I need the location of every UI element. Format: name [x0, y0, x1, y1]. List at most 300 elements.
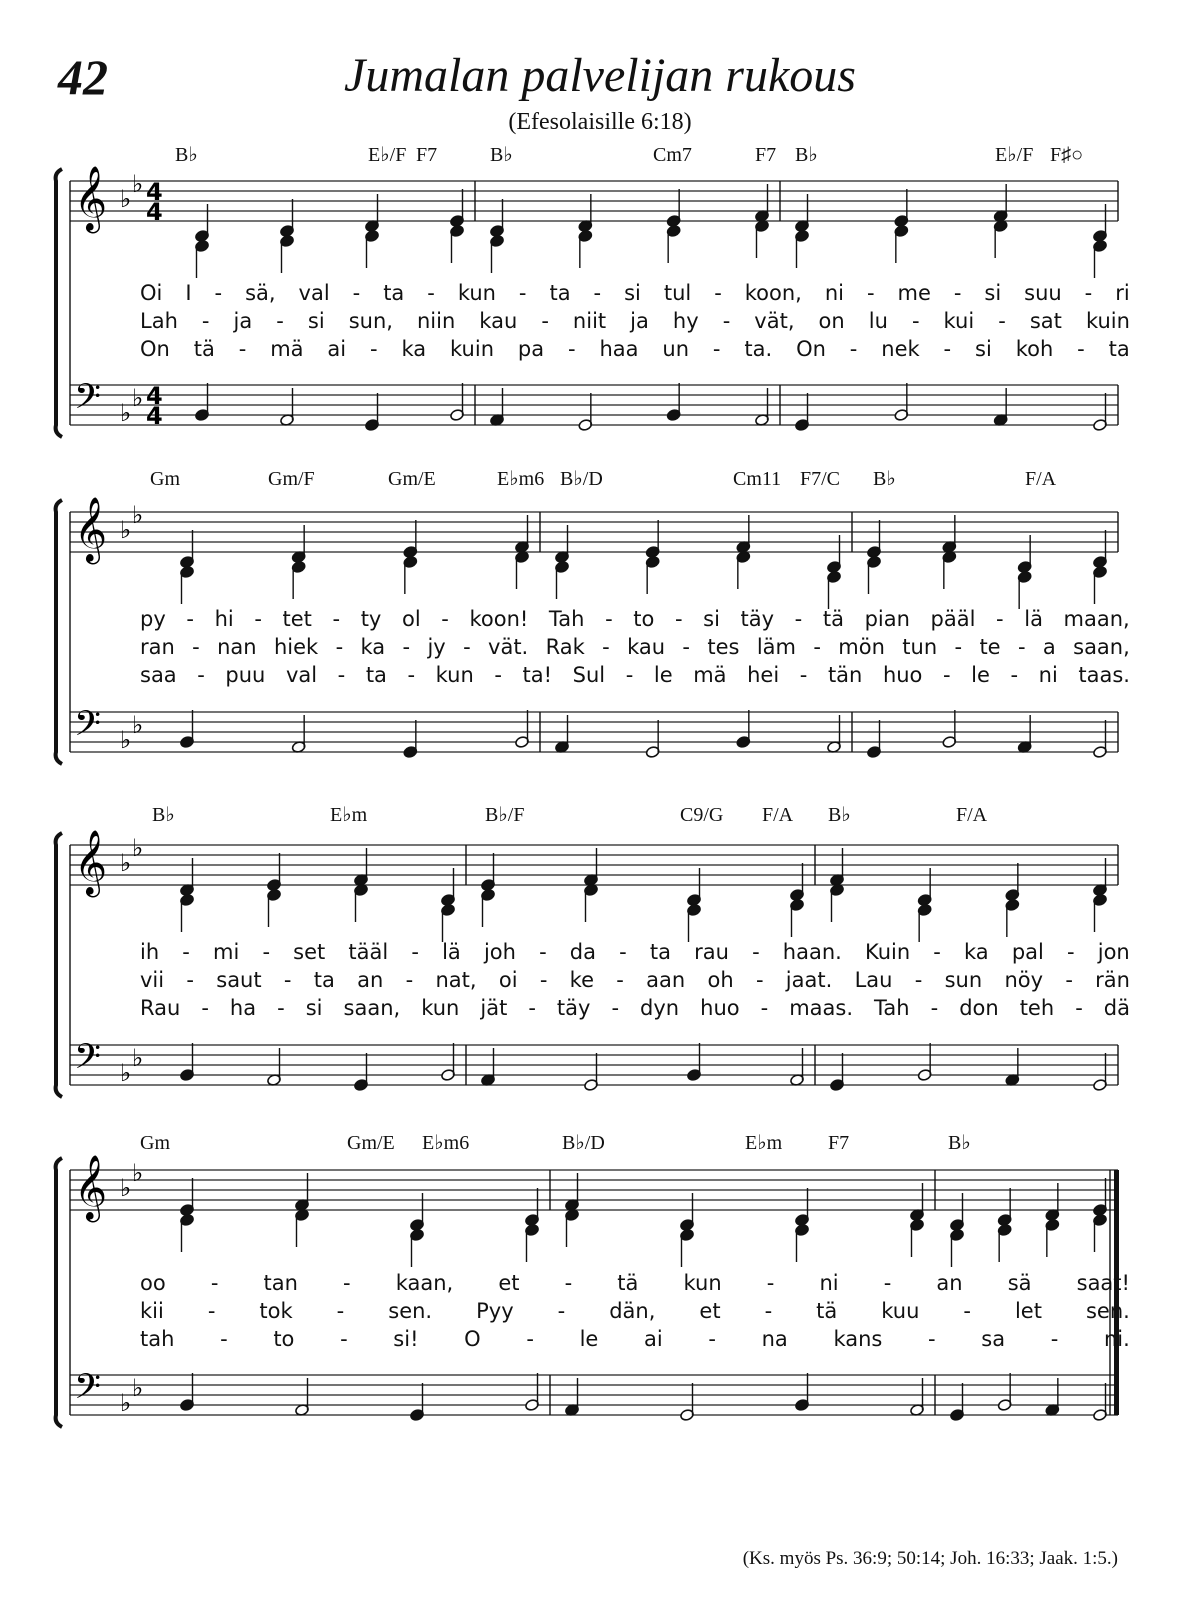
syllable-hyphen: - — [336, 1299, 345, 1323]
lyric-syllable: an — [936, 1271, 963, 1295]
syllable-hyphen: - — [996, 607, 1004, 631]
lyric-syllable: haan. — [782, 940, 842, 964]
lyric-syllable: sat — [1029, 309, 1062, 333]
syllable-hyphen: - — [1065, 968, 1073, 992]
lyric-syllable: et — [699, 1299, 721, 1323]
chord-symbol: C9/G — [680, 804, 724, 826]
syllable-hyphen: - — [942, 663, 951, 687]
syllable-hyphen: - — [201, 309, 210, 333]
syllable-hyphen: - — [352, 281, 361, 305]
lyric-syllable: hi — [214, 607, 234, 631]
lyric-syllable: huo — [882, 663, 923, 687]
lyric-syllable: ai — [644, 1327, 663, 1351]
syllable-hyphen: - — [238, 337, 247, 361]
lyric-syllable: teh — [1019, 996, 1055, 1020]
chord-symbol: B♭/D — [562, 1132, 605, 1154]
syllable-hyphen: - — [332, 607, 341, 631]
lyric-syllable: ta — [313, 968, 335, 992]
syllable-hyphen: - — [866, 281, 875, 305]
lyric-line-verse-3 — [140, 998, 1130, 1019]
lyric-syllable: oh — [707, 968, 734, 992]
lyric-syllable: te — [979, 635, 1001, 659]
syllable-hyphen: - — [526, 1327, 534, 1351]
flat-icon: ♭ — [132, 384, 144, 412]
lyric-syllable: tä — [822, 607, 844, 631]
syllable-hyphen: - — [708, 1327, 716, 1351]
lyric-syllable: kau — [627, 635, 666, 659]
chord-symbol: F7 — [828, 1132, 850, 1154]
lyric-syllable: sä, — [245, 281, 276, 305]
lyric-syllable: ih — [140, 940, 160, 964]
lyric-syllable: rau — [694, 940, 729, 964]
chord-symbol: F/A — [762, 804, 794, 826]
lyric-line-verse-1 — [140, 942, 1130, 963]
lyric-syllable: Sul — [572, 663, 606, 687]
lyric-syllable: da — [569, 940, 596, 964]
lyric-line-verse-1 — [140, 283, 1130, 304]
syllable-hyphen: - — [568, 337, 576, 361]
chord-symbol: E♭m — [330, 804, 368, 826]
flat-icon: ♭ — [132, 1374, 144, 1402]
syllable-hyphen: - — [1084, 281, 1093, 305]
syllable-hyphen: - — [201, 996, 209, 1020]
lyric-syllable: kaan, — [395, 1271, 454, 1295]
syllable-hyphen: - — [405, 968, 414, 992]
lyric-syllable: kans — [833, 1327, 883, 1351]
syllable-hyphen: - — [1067, 940, 1075, 964]
lyric-syllable: oi — [498, 968, 518, 992]
bass-clef-icon: 𝄢 — [74, 1366, 102, 1415]
lyric-syllable: mi — [213, 940, 240, 964]
chord-symbol: B♭ — [175, 144, 198, 166]
lyric-syllable: Lau — [854, 968, 893, 992]
syllable-hyphen: - — [1010, 663, 1019, 687]
lyric-syllable: saat! — [1076, 1271, 1130, 1295]
time-signature: 4 — [146, 198, 163, 226]
syllable-hyphen: - — [714, 281, 722, 305]
lyric-syllable: ka — [964, 940, 989, 964]
lyric-syllable: jät — [480, 996, 508, 1020]
lyric-syllable: val — [298, 281, 330, 305]
syllable-hyphen: - — [214, 281, 223, 305]
lyric-line-verse-3 — [140, 339, 1130, 360]
syllable-hyphen: - — [883, 1271, 892, 1295]
syllable-hyphen: - — [712, 337, 721, 361]
treble-clef-icon: 𝄞 — [74, 497, 108, 562]
lyric-syllable: kun — [457, 281, 496, 305]
chord-symbol: E♭/F — [995, 144, 1034, 166]
flat-icon: ♭ — [132, 1159, 144, 1187]
chord-symbol: Gm/F — [268, 468, 315, 490]
chord-symbol: F7/C — [800, 468, 841, 490]
lyric-syllable: läm — [756, 635, 796, 659]
lyric-syllable: ri — [1115, 281, 1130, 305]
flat-icon: ♭ — [120, 185, 132, 213]
lyric-syllable: Rak — [545, 635, 585, 659]
chord-symbol: B♭ — [873, 468, 896, 490]
lyric-syllable: kun — [435, 663, 474, 687]
syllable-hyphen: - — [998, 309, 1006, 333]
syllable-hyphen: - — [849, 337, 858, 361]
lyric-syllable: val — [285, 663, 318, 687]
lyric-syllable: sun, — [348, 309, 393, 333]
lyric-syllable: ja — [233, 309, 253, 333]
lyric-line-verse-2 — [140, 1301, 1130, 1322]
system-brace — [56, 833, 62, 1097]
lyric-syllable: hy — [672, 309, 699, 333]
lyric-syllable: jaat. — [785, 968, 833, 992]
lyric-syllable: ni. — [1103, 1327, 1130, 1351]
chord-symbol: E♭m6 — [497, 468, 545, 490]
lyric-syllable: kuin — [450, 337, 495, 361]
lyric-syllable: le — [653, 663, 673, 687]
lyric-syllable: Rau — [140, 996, 181, 1020]
lyric-syllable: don — [959, 996, 999, 1020]
lyric-syllable: tun — [902, 635, 938, 659]
lyric-syllable: kun — [421, 996, 460, 1020]
syllable-hyphen: - — [343, 1271, 351, 1295]
lyric-syllable: oo — [140, 1271, 166, 1295]
lyric-syllable: jy — [427, 635, 446, 659]
lyric-syllable: me — [897, 281, 931, 305]
chord-symbol: B♭ — [828, 804, 851, 826]
syllable-hyphen: - — [441, 607, 449, 631]
lyric-syllable: Kuin — [864, 940, 911, 964]
lyric-syllable: On — [796, 337, 826, 361]
chord-symbol: F♯○ — [1050, 144, 1084, 166]
syllable-hyphen: - — [427, 281, 435, 305]
syllable-hyphen: - — [794, 607, 803, 631]
lyric-syllable: tes — [707, 635, 740, 659]
syllable-hyphen: - — [1017, 635, 1026, 659]
lyric-syllable: aan — [646, 968, 686, 992]
chord-symbol: B♭ — [152, 804, 175, 826]
syllable-hyphen: - — [722, 309, 731, 333]
lyric-syllable: on — [818, 309, 845, 333]
lyric-syllable: tan — [263, 1271, 298, 1295]
chord-symbol: E♭m6 — [422, 1132, 470, 1154]
syllable-hyphen: - — [262, 940, 271, 964]
lyric-syllable: nöy — [1004, 968, 1044, 992]
syllable-hyphen: - — [210, 1271, 219, 1295]
lyric-syllable: a — [1042, 635, 1056, 659]
flat-icon: ♭ — [120, 399, 132, 427]
chord-symbol: Gm/E — [388, 468, 436, 490]
lyric-syllable: tä — [193, 337, 215, 361]
lyric-syllable: si — [984, 281, 1002, 305]
chord-symbol: B♭/D — [560, 468, 603, 490]
lyric-syllable: kui — [943, 309, 975, 333]
syllable-hyphen: - — [928, 1327, 936, 1351]
lyric-syllable: tok — [259, 1299, 293, 1323]
lyric-syllable: si — [307, 309, 325, 333]
bass-clef-icon: 𝄢 — [74, 1036, 102, 1085]
flat-icon: ♭ — [120, 1174, 132, 1202]
lyric-syllable: pal — [1011, 940, 1044, 964]
lyric-syllable: pa — [517, 337, 545, 361]
lyric-syllable: huo — [700, 996, 740, 1020]
lyric-syllable: si — [703, 607, 720, 631]
lyric-syllable: jon — [1097, 940, 1130, 964]
syllable-hyphen: - — [954, 635, 963, 659]
lyric-syllable: maas. — [789, 996, 854, 1020]
syllable-hyphen: - — [605, 607, 613, 631]
lyric-syllable: saa — [140, 663, 177, 687]
syllable-hyphen: - — [182, 940, 190, 964]
lyric-syllable: le — [579, 1327, 599, 1351]
flat-icon: ♭ — [120, 516, 132, 544]
syllable-hyphen: - — [337, 663, 346, 687]
lyric-syllable: si — [624, 281, 641, 305]
syllable-hyphen: - — [186, 607, 194, 631]
syllable-hyphen: - — [755, 968, 764, 992]
syllable-hyphen: - — [799, 663, 808, 687]
lyric-syllable: Tah — [548, 607, 585, 631]
scripture-reference: (Efesolaisille 6:18) — [508, 109, 692, 135]
chord-symbol: F7 — [416, 144, 438, 166]
lyric-syllable: kuin — [1085, 309, 1130, 333]
flat-icon: ♭ — [120, 1389, 132, 1417]
treble-clef-icon: 𝄞 — [74, 830, 108, 895]
lyric-syllable: niin — [416, 309, 456, 333]
lyric-syllable: ta! — [522, 663, 553, 687]
syllable-hyphen: - — [760, 996, 769, 1020]
chord-symbol: F/A — [1025, 468, 1057, 490]
time-signature: 4 — [146, 382, 163, 410]
lyric-syllable: niit — [572, 309, 607, 333]
chord-symbol: B♭ — [795, 144, 818, 166]
lyric-syllable: to — [633, 607, 655, 631]
lyric-syllable: taas. — [1078, 663, 1130, 687]
lyric-syllable: sen. — [1085, 1299, 1130, 1323]
lyric-syllable: Pyy — [476, 1299, 514, 1323]
syllable-hyphen: - — [494, 663, 502, 687]
lyric-syllable: set — [293, 940, 326, 964]
syllable-hyphen: - — [220, 1327, 228, 1351]
lyric-syllable: lu — [868, 309, 888, 333]
lyric-syllable: let — [1014, 1299, 1042, 1323]
syllable-hyphen: - — [933, 940, 941, 964]
cross-references: (Ks. myös Ps. 36:9; 50:14; Joh. 16:33; Jaak. 1:5.) — [742, 1548, 1118, 1569]
lyric-syllable: lä — [1024, 607, 1043, 631]
lyric-syllable: vät, — [754, 309, 795, 333]
lyric-syllable: na — [761, 1327, 788, 1351]
flat-icon: ♭ — [120, 726, 132, 754]
syllable-hyphen: - — [276, 309, 284, 333]
syllable-hyphen: - — [277, 996, 285, 1020]
lyric-syllable: hei — [747, 663, 780, 687]
lyric-syllable: saut — [216, 968, 262, 992]
flat-icon: ♭ — [132, 1044, 144, 1072]
flat-icon: ♭ — [132, 501, 144, 529]
syllable-hyphen: - — [616, 968, 624, 992]
syllable-hyphen: - — [283, 968, 292, 992]
lyric-syllable: pian — [864, 607, 910, 631]
lyric-syllable: nat, — [435, 968, 477, 992]
system-brace — [56, 500, 62, 764]
flat-icon: ♭ — [132, 170, 144, 198]
lyric-syllable: rän — [1095, 968, 1130, 992]
lyric-syllable: ta — [1108, 337, 1130, 361]
chord-symbol: F7 — [755, 144, 777, 166]
lyric-syllable: kau — [479, 309, 518, 333]
lyric-syllable: puu — [225, 663, 266, 687]
lyric-syllable: kuu — [881, 1299, 920, 1323]
hymn-title: Jumalan palvelijan rukous — [344, 49, 856, 102]
lyric-syllable: vii — [140, 968, 165, 992]
lyric-syllable: nek — [881, 337, 920, 361]
lyric-syllable: dän, — [609, 1299, 656, 1323]
syllable-hyphen: - — [625, 663, 634, 687]
syllable-hyphen: - — [340, 1327, 348, 1351]
treble-clef-icon: 𝄞 — [74, 1155, 108, 1220]
chord-symbol: B♭ — [948, 1132, 971, 1154]
lyric-syllable: pääl — [930, 607, 976, 631]
lyric-syllable: koon! — [469, 607, 529, 631]
lyric-line-verse-2 — [140, 311, 1130, 332]
lyric-syllable: ta — [365, 663, 387, 687]
lyric-syllable: ke — [569, 968, 595, 992]
lyric-syllable: sen. — [388, 1299, 433, 1323]
lyric-syllable: nan — [217, 635, 257, 659]
lyric-syllable: ai — [327, 337, 347, 361]
flat-icon: ♭ — [132, 834, 144, 862]
syllable-hyphen: - — [602, 635, 610, 659]
lyric-syllable: tet — [282, 607, 312, 631]
lyric-syllable: py — [140, 607, 166, 631]
lyric-syllable: tul — [663, 281, 692, 305]
syllable-hyphen: - — [541, 309, 549, 333]
bass-clef-icon: 𝄢 — [74, 376, 102, 425]
lyric-syllable: suu — [1024, 281, 1062, 305]
hymn-number: 42 — [58, 49, 108, 105]
bass-clef-icon: 𝄢 — [74, 703, 102, 752]
lyric-syllable: O — [464, 1327, 481, 1351]
chord-symbol: E♭m — [745, 1132, 783, 1154]
syllable-hyphen: - — [1050, 1327, 1059, 1351]
lyric-syllable: tääl — [348, 940, 389, 964]
lyric-syllable: kun — [683, 1271, 722, 1295]
chord-symbol: Gm — [140, 1132, 170, 1154]
lyric-syllable: dyn — [640, 996, 680, 1020]
syllable-hyphen: - — [370, 337, 378, 361]
lyric-syllable: tä — [617, 1271, 639, 1295]
lyric-syllable: Oi — [140, 281, 163, 305]
lyric-syllable: saan, — [343, 996, 401, 1020]
syllable-hyphen: - — [335, 635, 344, 659]
syllable-hyphen: - — [766, 1271, 775, 1295]
syllable-hyphen: - — [254, 607, 262, 631]
syllable-hyphen: - — [593, 281, 602, 305]
treble-clef-icon: 𝄞 — [74, 166, 108, 231]
lyric-line-verse-2 — [140, 637, 1130, 658]
lyric-syllable: le — [971, 663, 990, 687]
lyric-syllable: si! — [393, 1327, 419, 1351]
chord-symbol: F/A — [956, 804, 988, 826]
lyric-syllable: ni — [1038, 663, 1058, 687]
syllable-hyphen: - — [911, 309, 920, 333]
lyric-syllable: mä — [270, 337, 304, 361]
syllable-hyphen: - — [619, 940, 627, 964]
system-brace — [56, 1158, 62, 1427]
lyric-syllable: ta — [383, 281, 405, 305]
syllable-hyphen: - — [611, 996, 620, 1020]
lyric-syllable: On — [140, 337, 170, 361]
lyric-syllable: ja — [630, 309, 649, 333]
lyric-syllable: täy — [740, 607, 775, 631]
syllable-hyphen: - — [192, 635, 200, 659]
lyric-syllable: tah — [140, 1327, 175, 1351]
syllable-hyphen: - — [539, 968, 548, 992]
lyric-syllable: sä — [1007, 1271, 1032, 1295]
lyric-syllable: lä — [442, 940, 461, 964]
lyric-syllable: ni — [819, 1271, 839, 1295]
system-brace — [56, 169, 62, 437]
lyric-syllable: si — [975, 337, 992, 361]
chord-symbol: Gm — [150, 468, 180, 490]
lyric-syllable: kii — [140, 1299, 164, 1323]
lyric-syllable: saan, — [1073, 635, 1130, 659]
lyric-syllable: mä — [693, 663, 727, 687]
lyric-syllable: Lah — [140, 309, 178, 333]
syllable-hyphen: - — [564, 1271, 573, 1295]
flat-icon: ♭ — [120, 1059, 132, 1087]
lyric-syllable: ha — [229, 996, 257, 1020]
lyric-syllable: mön — [838, 635, 885, 659]
lyric-syllable: ka — [401, 337, 427, 361]
syllable-hyphen: - — [463, 635, 471, 659]
lyric-line-verse-1 — [140, 609, 1130, 630]
lyric-syllable: si — [305, 996, 323, 1020]
lyric-syllable: ran — [140, 635, 175, 659]
lyric-syllable: vät. — [488, 635, 529, 659]
syllable-hyphen: - — [557, 1299, 566, 1323]
lyric-syllable: koh — [1015, 337, 1054, 361]
syllable-hyphen: - — [943, 337, 952, 361]
lyric-line-verse-3 — [140, 1329, 1130, 1350]
lyric-syllable: maan, — [1063, 607, 1130, 631]
syllable-hyphen: - — [411, 940, 419, 964]
syllable-hyphen: - — [539, 940, 547, 964]
lyric-syllable: tän — [827, 663, 863, 687]
chord-symbol: Cm11 — [733, 468, 782, 490]
lyric-syllable: ni — [824, 281, 844, 305]
lyric-syllable: ka — [360, 635, 386, 659]
lyric-syllable: tä — [816, 1299, 838, 1323]
syllable-hyphen: - — [197, 663, 205, 687]
lyric-syllable: hiek — [273, 635, 319, 659]
chord-symbol: E♭/F — [368, 144, 407, 166]
lyric-syllable: to — [273, 1327, 295, 1351]
syllable-hyphen: - — [518, 281, 527, 305]
syllable-hyphen: - — [207, 1299, 216, 1323]
syllable-hyphen: - — [528, 996, 536, 1020]
lyric-syllable: joh — [483, 940, 516, 964]
chord-symbol: Gm/E — [347, 1132, 395, 1154]
syllable-hyphen: - — [402, 635, 411, 659]
lyric-line-verse-1 — [140, 1273, 1130, 1294]
lyric-syllable: ta. — [744, 337, 773, 361]
syllable-hyphen: - — [1077, 337, 1085, 361]
time-signature: 4 — [146, 178, 163, 206]
lyric-syllable: ta — [549, 281, 571, 305]
lyric-syllable: sa — [981, 1327, 1006, 1351]
lyric-syllable: ty — [360, 607, 382, 631]
syllable-hyphen: - — [764, 1299, 773, 1323]
lyric-syllable: koon, — [744, 281, 802, 305]
lyric-syllable: sun — [944, 968, 983, 992]
lyric-syllable: Tah — [874, 996, 910, 1020]
